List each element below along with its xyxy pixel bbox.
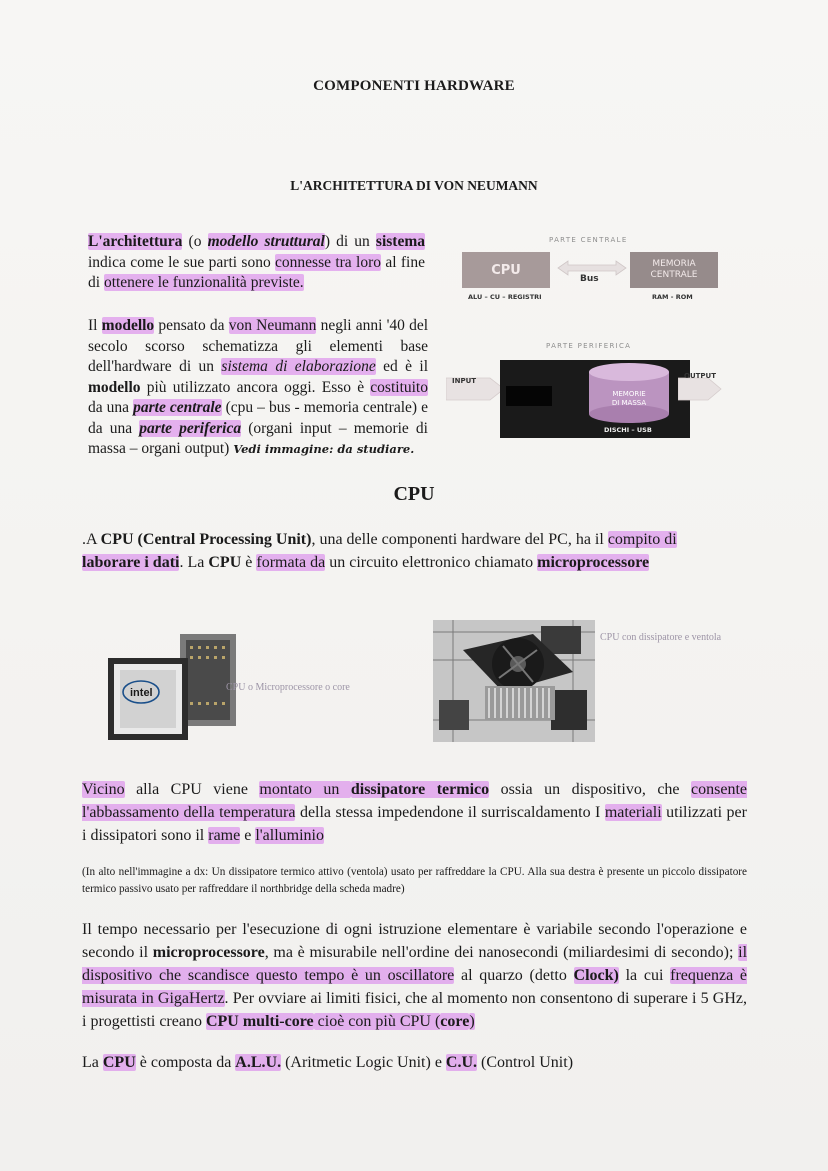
text-span: ) (469, 1013, 475, 1030)
term-clock: Clock) (573, 967, 619, 984)
term-cu: C.U. (445, 1054, 478, 1071)
text-span: (Aritmetic Logic Unit) e (281, 1054, 446, 1071)
text-span: ossia un dispositivo, che (489, 781, 692, 798)
term-architettura: L'architettura (88, 233, 183, 250)
text-span: indica come le sue parti sono (88, 253, 276, 271)
text-span: (cpu – bus - memoria centrale) e da una (88, 399, 428, 437)
intro-paragraph-1 (88, 232, 425, 294)
text-span: , ma è misurabile nell'ordine dei nanosecondi (miliardesimi di secondo); (264, 944, 739, 961)
highlight-gigahertz: frequenza è misurata in GigaHertz (82, 967, 748, 1007)
highlight-compito: compito di (607, 531, 677, 548)
diagram-memoria-line-2: CENTRALE (650, 270, 698, 280)
highlight-materiali: materiali (604, 804, 662, 821)
text-span: utilizzati per i dissipatori sono il (82, 804, 747, 844)
highlight-von-neumann: von Neumann (228, 317, 317, 334)
highlight-cioe: cioè con più CPU ( (313, 1013, 441, 1030)
diagram-massa-line-1: MEMORIE (612, 390, 646, 398)
diagram-memoria-sub: RAM - ROM (652, 293, 693, 301)
diagram-bus-label: Bus (580, 274, 599, 284)
text-span: ed è il (375, 358, 428, 375)
text-span: .A (82, 531, 101, 548)
term-core: core (440, 1013, 470, 1030)
text-span: più utilizzato ancora oggi. Esso è (140, 378, 371, 396)
term-parte-periferica: parte periferica (139, 419, 242, 437)
text-span: un circuito elettronico chiamato (325, 554, 538, 571)
text-span: la cui (618, 967, 671, 984)
highlight-funzionalita: ottenere le funzionalità previste. (103, 274, 304, 291)
highlight-costituito: costituito (370, 378, 428, 396)
text-span: al fine di (88, 253, 425, 291)
text-span: da una (88, 399, 134, 416)
cpu-paragraph-1 (82, 528, 740, 574)
text-span: (o (182, 233, 208, 250)
bus-arrow-icon (556, 260, 628, 276)
image-note: (In alto nell'immagine a dx: Un dissipatore termico attivo (ventola) usato per raffreddare la CPU. Alla sua destra è presente un piccolo dissipatore termico passivo usato per raffreddare il northbridge della scheda madre) (82, 866, 747, 895)
intro-paragraph-2 (88, 316, 428, 460)
term-sistema-elaborazione: sistema di elaborazione (221, 358, 376, 375)
text-span: alla CPU viene (124, 781, 260, 798)
diagram-massa-line-2: DI MASSA (611, 399, 647, 407)
highlight-abbassamento: consente l'abbassamento della temperatura (82, 781, 747, 821)
term-cpu: CPU (208, 554, 242, 571)
cpu-photo (108, 632, 238, 742)
text-span: (organi input – memorie di massa – organi output) (88, 419, 428, 457)
term-sistema: sistema (375, 233, 425, 250)
intel-logo-text: intel (130, 687, 153, 699)
text-span: pensato da (154, 317, 229, 334)
term-cpu-2: CPU (102, 1054, 136, 1071)
text-span: e (240, 827, 256, 844)
diagram-output-label: OUTPUT (684, 372, 716, 380)
term-dissipatore-termico: dissipatore termico (350, 781, 490, 798)
diagram-cpu-box: CPU (462, 252, 550, 288)
text-span: è (241, 554, 257, 571)
page-title: COMPONENTI HARDWARE (313, 78, 515, 94)
term-elaborare-dati: laborare i dati (82, 554, 180, 571)
von-neumann-diagram (446, 232, 722, 438)
cpu-paragraph-3 (82, 918, 747, 1033)
text-span: (Control Unit) (477, 1054, 574, 1071)
highlight-connesse: connesse tra loro (275, 253, 382, 271)
term-modello: modello (101, 317, 155, 334)
text-span: della stessa impedendone il surriscaldamento I (295, 804, 605, 821)
text-span: . La (179, 554, 209, 571)
diagram-central-label: PARTE CENTRALE (549, 236, 628, 244)
diagram-input-label: INPUT (452, 377, 477, 385)
diagram-cpu-sub: ALU – CU – REGISTRI (468, 293, 542, 301)
term-modello-struttural: modello struttural (207, 233, 325, 250)
term-microprocessore: microprocessore (537, 554, 650, 571)
text-span: negli anni '40 del secolo scorso schematizza gli elementi base dell'hardware di un (88, 317, 428, 375)
text-span: La (82, 1054, 103, 1071)
cpu-heading: CPU (393, 483, 435, 505)
heatsink-photo (433, 620, 595, 742)
highlight-formata: formata da (256, 554, 326, 571)
term-modello-2: modello (88, 378, 141, 396)
term-multi-core: CPU multi-core (205, 1013, 314, 1030)
cpu-paragraph-4 (82, 1051, 747, 1074)
diagram-peripheral-label: PARTE PERIFERICA (546, 342, 632, 350)
diagram-dark-block (506, 386, 552, 406)
heatsink-photo-caption: CPU con dissipatore e ventola (600, 632, 722, 643)
vedi-immagine-note: Vedi immagine: da studiare. (233, 442, 415, 456)
term-alu: A.L.U. (235, 1054, 282, 1071)
diagram-memoria-box (630, 252, 718, 288)
section-title-von-neumann: L'ARCHITETTURA DI VON NEUMANN (290, 178, 538, 193)
highlight-rame: rame (208, 827, 241, 844)
cpu-chip-icon (108, 632, 238, 742)
heatsink-fan-icon (433, 620, 595, 742)
highlight-oscillatore: il dispositivo che scandisce questo tempo è un oscillatore (82, 944, 748, 984)
text-span: al quarzo (detto (454, 967, 574, 984)
text-span: ) di un (324, 233, 376, 250)
cpu-photo-caption: CPU o Microprocessore o core (226, 682, 350, 693)
text-span: Il tempo necessario per l'esecuzione di ogni istruzione elementare è variabile secondo l'operazione e secondo il (82, 921, 747, 961)
diagram-memoria-line-1: MEMORIA (652, 259, 696, 269)
highlight-montato: montato un (259, 781, 351, 798)
text-span: è composta da (135, 1054, 236, 1071)
term-parte-centrale: parte centrale (133, 399, 222, 416)
text-span: Il (88, 317, 102, 334)
highlight-alluminio: l'alluminio (255, 827, 324, 844)
term-cpu-full: CPU (Central Processing Unit) (100, 531, 312, 548)
cpu-paragraph-2 (82, 778, 747, 847)
term-microprocessore-2: microprocessore (152, 944, 265, 961)
diagram-massa-label (596, 388, 662, 410)
highlight-vicino: Vicino (82, 781, 125, 798)
text-span: , una delle componenti hardware del PC, ha il (311, 531, 608, 548)
text-span: . Per ovviare ai limiti fisici, che al momento non consentono di superare i 5 GHz, i progettisti creano (82, 990, 748, 1030)
diagram-massa-sub: DISCHI – USB (604, 426, 652, 434)
